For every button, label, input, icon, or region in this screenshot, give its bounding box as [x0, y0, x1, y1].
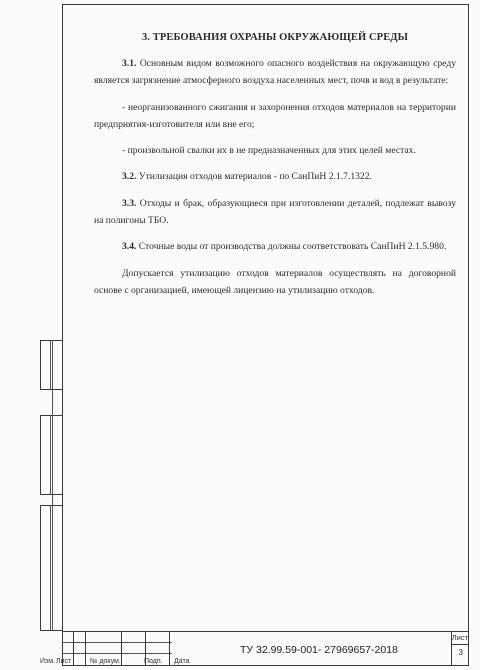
title-block [40, 631, 469, 666]
col-date-label: Дата [174, 658, 190, 665]
paragraph-3-3 [94, 195, 456, 230]
clause-number: 3.3. [122, 197, 137, 209]
bullet-item: - неорганизованного сжигания и захоронения отходов материалов на территории предприятия-изготовителя или вне его; [94, 101, 456, 130]
sheet-number: 3 [458, 648, 463, 657]
col-izm-label: Изм. [40, 658, 55, 665]
col-sign-label: Подп. [144, 658, 163, 665]
sheet-label: Лист [451, 633, 468, 642]
section-heading: 3. ТРЕБОВАНИЯ ОХРАНЫ ОКРУЖАЮЩЕЙ СРЕДЫ [141, 32, 409, 43]
col-list-label: Лист [56, 658, 72, 665]
clause-text: Отходы и брак, образующиеся при изготовлении деталей, подлежат вывозу на полигоны ТБО. [94, 197, 456, 227]
sheet-box [451, 632, 469, 665]
clause-number: 3.1. [122, 58, 137, 69]
paragraph-permission: Допускается утилизацию отходов материалов осуществлять на договорной основе с организацией, имеющей лицензию на утилизацию отходов. [94, 267, 456, 296]
paragraph-3-2 [94, 168, 456, 185]
document-code: ТУ 32.99.59-001- 27969657-2018 [240, 644, 398, 656]
clause-number: 3.4. [122, 241, 137, 253]
binding-margin-line [52, 340, 53, 631]
clause-text: Основным видом возможного опасного воздействия на окружающую среду является загрязнение атмосферного воздуха населенных мест, почв и вод в результате: [94, 58, 456, 87]
paragraph-3-4 [94, 238, 456, 255]
document-body [94, 28, 456, 299]
binding-strip-middle [40, 415, 62, 495]
col-doc-label: № докум. [90, 658, 121, 665]
paragraph-3-1 [94, 55, 456, 90]
bullet-item: - произвольной свалки их в не предназначенных для этих целей местах. [122, 145, 416, 157]
clause-text: Сточные воды от производства должны соответствовать СанПиН 2.1.5.980. [136, 241, 447, 253]
binding-strip-lower [40, 505, 62, 631]
clause-text: Утилизация отходов материалов - по СанПиН 2.1.7.1322. [136, 171, 372, 183]
clause-number: 3.2. [122, 171, 137, 183]
binding-strip-upper [40, 340, 62, 390]
